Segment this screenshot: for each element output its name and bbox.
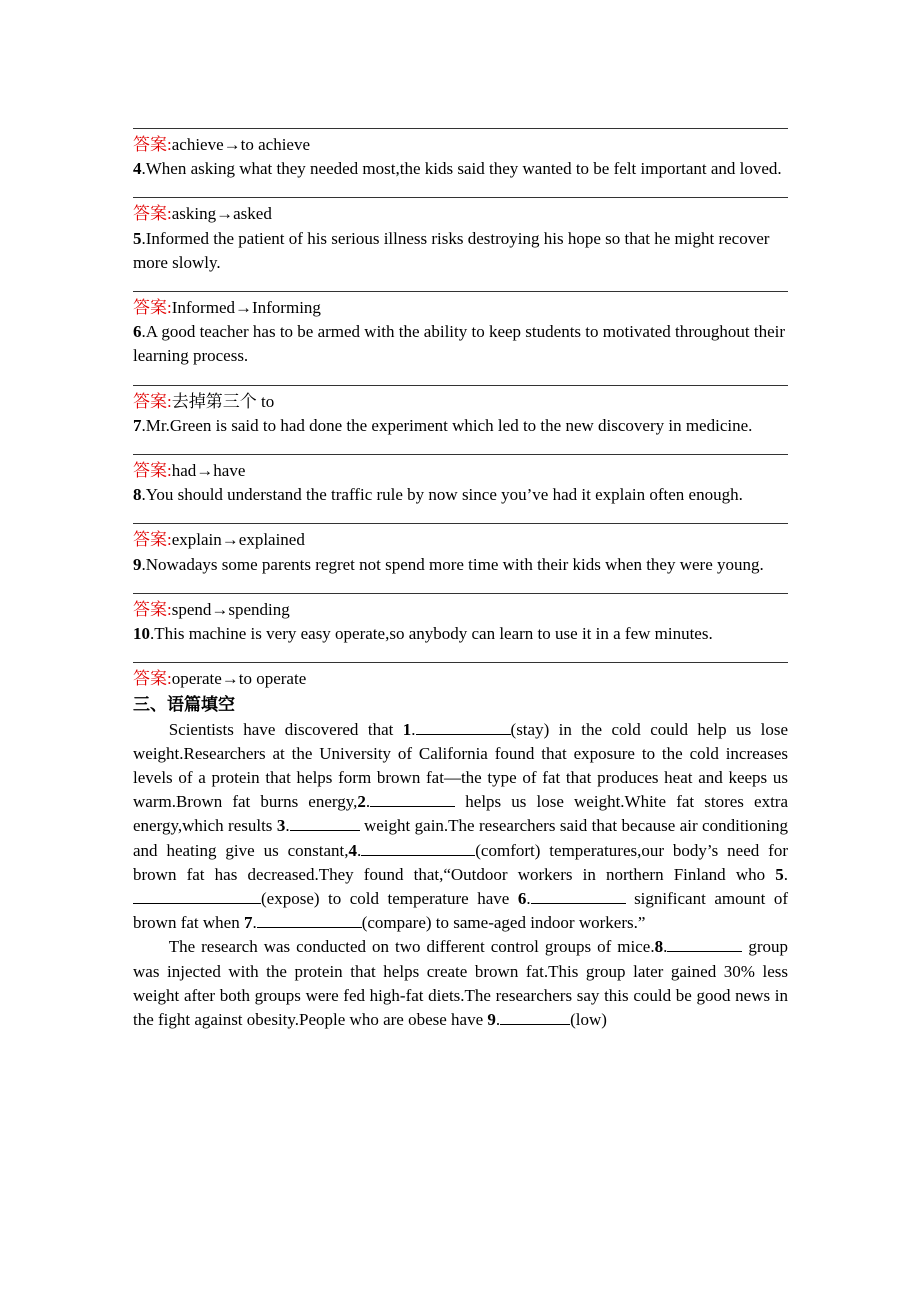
sentence-text: .Nowadays some parents regret not spend more time with their kids when they were young. xyxy=(141,554,764,574)
cloze-text: . xyxy=(252,913,257,933)
answer-text: Informed→Informing xyxy=(171,298,321,318)
cloze-text: group was injected with the protein that helps create brown fat.This group later gained 30% less weight after both groups were fed high-fat diets.The researchers say this could be good news in the fight against obesity.People who are obese have xyxy=(133,937,788,1030)
answer-label: 答案: xyxy=(133,599,172,619)
answer-text: spend→spending xyxy=(171,599,290,619)
cloze-number: 7 xyxy=(243,913,253,933)
blank-line xyxy=(370,792,455,807)
answer-label: 答案: xyxy=(133,204,172,224)
answer-text: 去掉第三个 to xyxy=(171,391,275,411)
blank-line xyxy=(290,816,360,831)
blank-line xyxy=(133,889,261,904)
sentence xyxy=(133,622,788,646)
cloze-text: . xyxy=(411,719,416,739)
sentence-number: 8 xyxy=(133,485,142,505)
cloze-text: weight gain.The researchers said that because air conditioning and heating give us constant, xyxy=(133,816,788,860)
sentence xyxy=(133,227,788,275)
sentence-text: .You should understand the traffic rule by now since you’ve had it explain often enough. xyxy=(141,485,743,505)
answer-text: had→have xyxy=(171,461,246,481)
divider xyxy=(133,454,788,455)
worksheet-page xyxy=(133,128,788,1032)
answer-line xyxy=(133,296,788,320)
cloze-number: 6 xyxy=(517,889,527,909)
sentence-text: .A good teacher has to be armed with the ability to keep students to motivated throughout their learning process. xyxy=(133,322,785,366)
answer-line xyxy=(133,528,788,552)
cloze-number: 9 xyxy=(487,1010,496,1030)
sentence xyxy=(133,320,788,368)
divider xyxy=(133,291,788,292)
cloze-text: . xyxy=(495,1010,501,1030)
sentence xyxy=(133,414,788,438)
answer-text: explain→explained xyxy=(171,530,305,550)
cloze-text: (stay) in the cold could help us lose weight.Researchers at the University of California found that exposure to the cold increases levels of a protein that helps form brown fat—the type of fat that produces heat and keeps us warm.Brown fat burns energy, xyxy=(133,719,788,812)
cloze-text: . xyxy=(285,816,290,836)
sentence xyxy=(133,553,788,577)
sentence-number: 5 xyxy=(133,228,142,248)
answer-label: 答案: xyxy=(133,461,172,481)
sentence-number: 9 xyxy=(133,554,142,574)
cloze-text: . xyxy=(783,864,788,884)
sentence-number: 6 xyxy=(133,322,142,342)
divider xyxy=(133,593,788,594)
sentence xyxy=(133,157,788,181)
answer-label: 答案: xyxy=(133,135,172,154)
blank-line xyxy=(500,1010,570,1025)
cloze-text: . xyxy=(357,840,362,860)
cloze-text: The research was conducted on two different control groups of mice. xyxy=(168,937,655,957)
sentence-text: .Informed the patient of his serious illness risks destroying his hope so that he might recover more slowly. xyxy=(133,228,770,272)
cloze-paragraph-2 xyxy=(133,935,788,1032)
answer-line xyxy=(133,459,788,483)
cloze-text: . xyxy=(526,889,531,909)
cloze-number: 4 xyxy=(348,840,358,860)
sentence-number: 10 xyxy=(133,624,150,644)
divider xyxy=(133,662,788,663)
divider xyxy=(133,385,788,386)
blank-line xyxy=(361,840,475,855)
answer-text: operate→to operate xyxy=(171,669,307,689)
sentence-number: 4 xyxy=(133,159,142,179)
cloze-text: (low) xyxy=(570,1010,607,1030)
cloze-text: helps us lose weight.White fat stores extra energy,which results xyxy=(133,792,789,836)
cloze-text: . xyxy=(663,937,668,957)
blank-line xyxy=(257,913,362,928)
answer-line xyxy=(133,133,788,157)
answer-line xyxy=(133,202,788,226)
answer-text: achieve→to achieve xyxy=(171,135,311,154)
section-title: 三、语篇填空 xyxy=(133,695,235,715)
cloze-text: . xyxy=(365,792,371,812)
cloze-number: 3 xyxy=(276,816,286,836)
divider xyxy=(133,128,788,129)
answer-label: 答案: xyxy=(133,298,172,318)
cloze-text: Scientists have discovered that xyxy=(168,719,403,739)
cloze-paragraph-1 xyxy=(133,718,788,936)
cloze-number: 1 xyxy=(402,719,412,739)
divider xyxy=(133,523,788,524)
answer-label: 答案: xyxy=(133,530,172,550)
answer-line xyxy=(133,598,788,622)
cloze-number: 5 xyxy=(775,864,784,884)
cloze-number: 8 xyxy=(654,937,664,957)
sentence-text: .This machine is very easy operate,so anybody can learn to use it in a few minutes. xyxy=(150,624,713,644)
answer-line xyxy=(133,667,788,691)
answer-label: 答案: xyxy=(133,669,172,689)
blank-line xyxy=(531,889,626,904)
cloze-text: (expose) to cold temperature have xyxy=(261,889,518,909)
sentence-text: .When asking what they needed most,the kids said they wanted to be felt important and loved. xyxy=(141,159,782,179)
blank-line xyxy=(667,937,742,952)
answer-label: 答案: xyxy=(133,391,172,411)
cloze-text: (comfort) temperatures,our body’s need for brown fat has decreased.They found that,“Outdoor workers in northern Finland who xyxy=(133,840,788,884)
sentence-text: .Mr.Green is said to had done the experiment which led to the new discovery in medicine. xyxy=(141,415,753,435)
divider xyxy=(133,197,788,198)
answer-text: asking→asked xyxy=(171,204,272,224)
cloze-number: 2 xyxy=(357,792,366,812)
cloze-text: (compare) to same-aged indoor workers.” xyxy=(361,913,646,933)
blank-line xyxy=(416,719,511,734)
answer-line xyxy=(133,390,788,414)
cloze-text: significant amount of brown fat when xyxy=(133,889,788,933)
sentence xyxy=(133,483,788,507)
sentence-number: 7 xyxy=(133,415,142,435)
